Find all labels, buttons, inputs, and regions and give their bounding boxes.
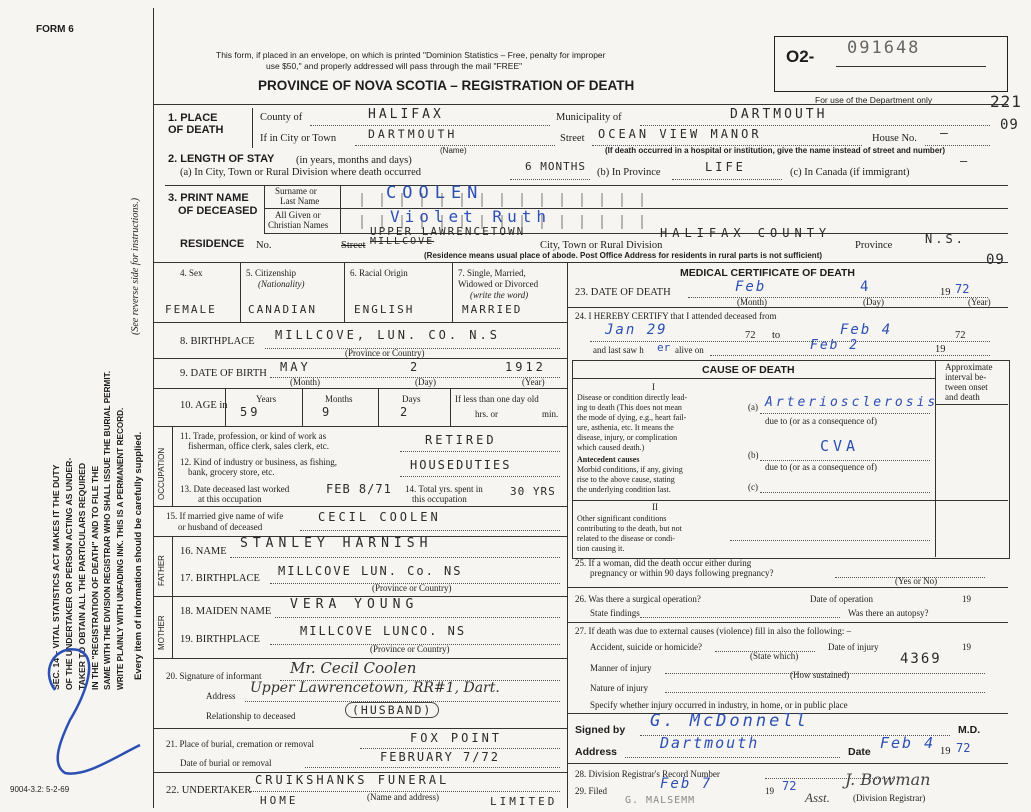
reverse-side-note: (See reverse side for instructions.) — [130, 197, 141, 335]
undertaker-name-3: LIMITED — [490, 795, 558, 808]
alive-year-prefix: 19 — [935, 344, 946, 355]
length-of-stay-label: 2. LENGTH OF STAY — [168, 153, 275, 165]
city-label: If in City or Town — [260, 133, 337, 144]
signed-by-label: Signed by — [575, 724, 626, 736]
street-label: Street — [560, 133, 585, 144]
signed-by-value: G. McDonnell — [650, 711, 809, 731]
residence-struck: MILLCOVE — [370, 236, 435, 247]
other-line-2: contributing to the death, but not — [577, 524, 682, 533]
mother-maiden-label: 18. MAIDEN NAME — [180, 606, 272, 617]
city-value: DARTMOUTH — [368, 127, 458, 141]
cause-b-label: (b) — [748, 450, 759, 460]
surname-value: COOLEN — [386, 183, 484, 203]
mother-birthplace-label: 19. BIRTHPLACE — [180, 634, 260, 645]
house-label: House No. — [872, 133, 917, 144]
residence-province: N.S. — [925, 232, 966, 246]
death-year-prefix: 19 — [940, 287, 951, 298]
physician-date-label: Date — [848, 746, 871, 758]
print-name-label-2: OF DECEASED — [178, 205, 258, 217]
father-side-label: FATHER — [157, 555, 166, 586]
filed-date: Feb 7 — [660, 776, 713, 792]
father-birthplace-caption: (Province or Country) — [372, 583, 452, 593]
trade-value: RETIRED — [425, 433, 497, 447]
alive-on-label: alive on — [675, 345, 704, 355]
registrar-asst: Asst. — [805, 790, 830, 805]
cause-a-label: (a) — [748, 402, 758, 412]
racial-value: ENGLISH — [354, 303, 415, 316]
attended-from: Jan 29 — [605, 322, 668, 338]
death-year: 72 — [955, 282, 970, 296]
burial-date-value: FEBRUARY 7/72 — [380, 750, 500, 764]
sec14-line-3: TAKER TO OBTAIN ALL THE PARTICULARS REQUIRED — [77, 462, 87, 690]
q27-accident: Accident, suicide or homicide? — [590, 642, 702, 652]
dob-month: MAY — [280, 360, 311, 374]
part-2-label: II — [652, 502, 658, 512]
mother-birthplace-caption: (Province or Country) — [370, 644, 450, 654]
residence-province-label: Province — [855, 240, 893, 251]
q26-label: 26. Was there a surgical operation? — [575, 594, 701, 604]
stay-province-label: (b) In Province — [597, 167, 661, 178]
surname-label-1: Surname or — [275, 186, 317, 196]
q27-specify: Specify whether injury occurred in industry, in home, or in public place — [590, 700, 848, 710]
birthplace-label: 8. BIRTHPLACE — [180, 336, 255, 347]
total-years-label-2: this occupation — [412, 494, 467, 504]
alive-on-date: Feb 2 — [810, 338, 860, 353]
spouse-value: CECIL COOLEN — [318, 510, 441, 524]
attended-to-year: 72 — [955, 330, 966, 341]
q26-date-label: Date of operation — [810, 594, 873, 604]
citizenship-label: 5. Citizenship — [246, 268, 296, 278]
stay-city-value: 6 MONTHS — [525, 160, 586, 173]
q26-autopsy: Was there an autopsy? — [848, 608, 929, 618]
spouse-label-2: or husband of deceased — [178, 522, 263, 532]
less-than-day-label: If less than one day old — [455, 394, 539, 404]
burial-place-value: FOX POINT — [410, 731, 503, 745]
department-use-label: For use of the Department only — [815, 95, 933, 105]
filed-year: 72 — [782, 779, 797, 793]
cause-a-value: Arteriosclerosis — [765, 395, 939, 410]
filed-year-prefix: 19 — [765, 786, 774, 796]
dob-day-caption: (Day) — [415, 377, 436, 387]
father-name-label: 16. NAME — [180, 546, 227, 557]
attended-to-label: to — [772, 330, 781, 341]
disease-line-1: Disease or condition directly lead- — [577, 393, 688, 402]
undertaker-label: 22. UNDERTAKER — [166, 785, 252, 796]
dob-year: 1912 — [505, 360, 546, 374]
other-line-3: related to the disease or condi- — [577, 534, 675, 543]
industry-label-1: 12. Kind of industry or business, as fishing, — [180, 457, 337, 467]
city-name-caption: (Name) — [440, 146, 467, 155]
burial-date-label: Date of burial or removal — [180, 758, 272, 768]
undertaker-name: CRUIKSHANKS FUNERAL — [255, 773, 450, 787]
registrar-caption: (Division Registrar) — [853, 793, 926, 803]
municipality-label: Municipality of — [556, 112, 622, 123]
physician-year: 72 — [956, 741, 971, 755]
antecedent-line-1: Antecedent causes — [577, 455, 640, 464]
physician-address: Dartmouth — [660, 734, 760, 752]
last-saw-her: er — [657, 341, 671, 354]
stay-canada-value: — — [960, 154, 971, 168]
registrar-record-label: 28. Division Registrar's Record Number — [575, 769, 720, 779]
spouse-label-1: 15. If married give name of wife — [166, 511, 284, 521]
stay-province-value: LIFE — [705, 160, 746, 174]
last-saw-label: and last saw h — [593, 345, 644, 355]
age-years: 59 — [240, 405, 261, 419]
industry-value: HOUSEDUTIES — [410, 458, 512, 472]
hours-label: hrs. or — [475, 409, 498, 419]
death-day: 4 — [860, 279, 871, 295]
racial-label: 6. Racial Origin — [350, 268, 408, 278]
place-of-death-label: 1. PLACE OF DEATH — [168, 112, 224, 136]
surname-label-2: Last Name — [280, 196, 320, 206]
age-years-label: Years — [256, 394, 277, 404]
q27-manner: Manner of injury — [590, 663, 652, 673]
q26-state-findings: State findings — [590, 608, 640, 618]
dob-year-caption: (Year) — [522, 377, 545, 387]
stay-city-label: (a) In City, Town or Rural Division where death occurred — [180, 167, 421, 178]
form-code: 9004-3.2: 5-2-69 — [10, 785, 70, 794]
antecedent-line-4: the underlying condition last. — [577, 485, 671, 494]
last-worked-value: FEB 8/71 — [326, 482, 392, 496]
approx-2: interval be- — [945, 372, 987, 382]
age-label: 10. AGE in — [180, 400, 228, 411]
mother-birthplace-value: MILLCOVE LUNCO. NS — [300, 624, 467, 638]
marital-label-2: Widowed or Divorced — [458, 279, 539, 289]
relationship-value: (HUSBAND) — [345, 702, 439, 718]
approx-3: tween onset — [945, 382, 988, 392]
disease-line-3: the mode of dying, e.g., heart fail- — [577, 413, 687, 422]
minutes-label: min. — [542, 409, 559, 419]
sec14-line-5: SAME WITH THE DIVISION REGISTRAR WHO SHALL ISSUE THE BURIAL PERMIT. — [103, 370, 112, 690]
marital-label-3: (write the word) — [470, 290, 529, 300]
q27-state-which: (State which) — [750, 651, 799, 661]
q27-how: (How sustained) — [790, 670, 850, 680]
certify-label: 24. I HEREBY CERTIFY that I attended deceased from — [575, 311, 777, 321]
age-days: 2 — [400, 405, 411, 419]
due-to-b: due to (or as a consequence of) — [765, 462, 877, 472]
antecedent-line-3: rise to the above cause, stating — [577, 475, 675, 484]
approx-4: and death — [945, 392, 980, 402]
birthplace-caption: (Province or Country) — [345, 348, 425, 358]
due-to-a: due to (or as a consequence of) — [765, 416, 877, 426]
residence-note: (Residence means usual place of abode. Post Office Address for residents in rural parts is not sufficient) — [424, 251, 823, 260]
father-birthplace-value: MILLCOVE LUN. Co. NS — [278, 564, 463, 578]
trade-label-1: 11. Trade, profession, or kind of work as — [180, 431, 327, 441]
attended-from-year: 72 — [745, 330, 756, 341]
cause-title: CAUSE OF DEATH — [702, 364, 795, 376]
md-label: M.D. — [958, 724, 981, 736]
other-line-4: tion causing it. — [577, 544, 625, 553]
margin-handwritten-mark — [30, 635, 150, 785]
notice-line-2: use $50," and properly addressed will pass through the mail "FREE" — [266, 61, 523, 71]
informant-address-label: Address — [206, 691, 236, 701]
sex-label: 4. Sex — [180, 268, 203, 278]
filed-label: 29. Filed — [575, 786, 608, 796]
physician-year-prefix: 19 — [940, 746, 951, 757]
attended-to: Feb 4 — [840, 322, 893, 338]
age-days-label: Days — [402, 394, 421, 404]
last-worked-label-2: at this occupation — [198, 494, 262, 504]
place-of-death-section — [168, 112, 228, 136]
q27-label: 27. If death was due to external causes (violence) fill in also the following: – — [575, 626, 852, 636]
department-code-3: 09 — [986, 252, 1005, 268]
last-worked-label-1: 13. Date deceased last worked — [180, 484, 290, 494]
date-of-death-label: 23. DATE OF DEATH — [575, 287, 671, 298]
given-value: Violet Ruth — [390, 207, 551, 226]
cause-b-value: CVA — [820, 437, 860, 455]
antecedent-line-2: Morbid conditions, if any, giving — [577, 465, 683, 474]
q26-year-prefix: 19 — [962, 594, 971, 604]
q27-date-injury: Date of injury — [828, 642, 879, 652]
residence-street-label: Street — [341, 240, 366, 251]
residence-division: HALIFAX COUNTY — [660, 226, 832, 240]
trade-label-2: fisherman, office clerk, sales clerk, etc. — [188, 441, 330, 451]
residence-written: UPPER LAWRENCETOWN — [370, 225, 526, 238]
supply-note: Every item of information should be carefully supplied. — [133, 431, 144, 680]
citizenship-value: CANADIAN — [248, 303, 317, 316]
registration-number: 091648 — [847, 38, 921, 58]
informant-signature-label: 20. Signature of informant — [166, 671, 262, 681]
dob-day: 2 — [410, 360, 421, 374]
hospital-note: (If death occurred in a hospital or institution, give the name instead of street and number) — [605, 146, 946, 155]
citizenship-sub: (Nationality) — [258, 279, 305, 289]
death-month: Feb — [735, 279, 767, 295]
marital-label-1: 7. Single, Married, — [458, 268, 526, 278]
print-name-label: 3. PRINT NAME — [168, 192, 249, 204]
death-day-caption: (Day) — [863, 297, 884, 307]
other-line-1: Other significant conditions — [577, 514, 667, 523]
given-label-1: All Given or — [275, 210, 321, 220]
physician-address-label: Address — [575, 746, 618, 758]
disease-line-6: which caused death.) — [577, 443, 645, 452]
sec14-line-1: SEC. 14 – VITAL STATISTICS ACT MAKES IT THE DUTY — [51, 464, 61, 690]
dob-label: 9. DATE OF BIRTH — [180, 368, 267, 379]
length-of-stay-sub: (in years, months and days) — [296, 155, 412, 166]
sec14-line-2: OF THE UNDERTAKER OR PERSON ACTING AS UNDER- — [64, 457, 74, 690]
residence-no-label: No. — [256, 240, 272, 251]
disease-line-2: ing to death (This does not mean — [577, 403, 682, 412]
given-label-2: Christian Names — [268, 220, 329, 230]
medical-certificate-title: MEDICAL CERTIFICATE OF DEATH — [680, 267, 855, 279]
age-months-label: Months — [325, 394, 353, 404]
part-1-label: I — [652, 382, 655, 392]
mother-side-label: MOTHER — [157, 615, 166, 650]
occupation-side-label: OCCUPATION — [157, 447, 166, 500]
residence-division-label: City, Town or Rural Division — [540, 240, 663, 251]
form-title: PROVINCE OF NOVA SCOTIA – REGISTRATION OF DEATH — [258, 78, 635, 93]
q25-caption: (Yes or No) — [895, 576, 938, 586]
q27-manner-value: 4369 — [900, 651, 942, 667]
form-number: FORM 6 — [36, 24, 74, 35]
county-value: HALIFAX — [368, 107, 444, 122]
residence-label: RESIDENCE — [180, 238, 245, 250]
department-code-2: 09 — [1000, 117, 1019, 133]
burial-place-label: 21. Place of burial, cremation or removal — [166, 739, 314, 749]
sec14-line-6: WRITE PLAINLY WITH UNFADING INK. THIS IS A PERMANENT RECORD. — [116, 407, 125, 690]
death-month-caption: (Month) — [737, 297, 767, 307]
sec14-line-4: IN THE "REGISTRATION OF DEATH" AND TO FILE THE — [90, 465, 100, 690]
father-birthplace-label: 17. BIRTHPLACE — [180, 573, 260, 584]
disease-line-5: disease, injury, or complication — [577, 433, 678, 442]
q25-line-2: pregnancy or within 90 days following pregnancy? — [590, 568, 774, 578]
age-months: 9 — [322, 405, 333, 419]
industry-label-2: bank, grocery store, etc. — [188, 467, 275, 477]
q27-year-prefix: 19 — [962, 642, 971, 652]
sex-value: FEMALE — [165, 303, 217, 316]
registration-prefix: O2- — [786, 47, 815, 66]
birthplace-value: MILLCOVE, LUN. CO. N.S — [275, 328, 500, 342]
house-value: — — [940, 126, 951, 141]
q27-nature: Nature of injury — [590, 683, 648, 693]
mother-maiden-value: VERA YOUNG — [290, 597, 419, 612]
street-value: OCEAN VIEW MANOR — [598, 127, 762, 141]
stay-canada-label: (c) In Canada (if immigrant) — [790, 167, 910, 178]
informant-signature: Mr. Cecil Coolen — [290, 659, 417, 677]
county-label: County of — [260, 112, 303, 123]
total-years-label-1: 14. Total yrs. spent in — [405, 484, 483, 494]
department-code-1: 221 — [990, 92, 1022, 111]
notice-line-1: This form, if placed in an envelope, on which is printed "Dominion Statistics – Free, penalty for improper — [216, 50, 606, 60]
q25-line-1: 25. If a woman, did the death occur either during — [575, 558, 752, 568]
cause-c-label: (c) — [748, 482, 758, 492]
total-years-value: 30 YRS — [510, 485, 556, 498]
approx-1: Approximate — [945, 362, 993, 372]
physician-date: Feb 4 — [880, 734, 936, 752]
marital-value: MARRIED — [462, 303, 523, 316]
death-year-caption: (Year) — [968, 297, 991, 307]
registrar-stamp: G. MALSEMM — [625, 795, 696, 806]
undertaker-caption: (Name and address) — [367, 792, 439, 802]
undertaker-name-2: HOME — [260, 794, 299, 807]
registrar-signature: J. Bowman — [845, 770, 931, 789]
disease-line-4: ure, asthenia, etc. It means the — [577, 423, 674, 432]
relationship-label: Relationship to deceased — [206, 711, 296, 721]
father-name-value: STANLEY HARNISH — [240, 536, 433, 551]
dob-month-caption: (Month) — [290, 377, 320, 387]
informant-address: Upper Lawrencetown, RR#1, Dart. — [250, 680, 500, 696]
municipality-value: DARTMOUTH — [730, 107, 828, 122]
